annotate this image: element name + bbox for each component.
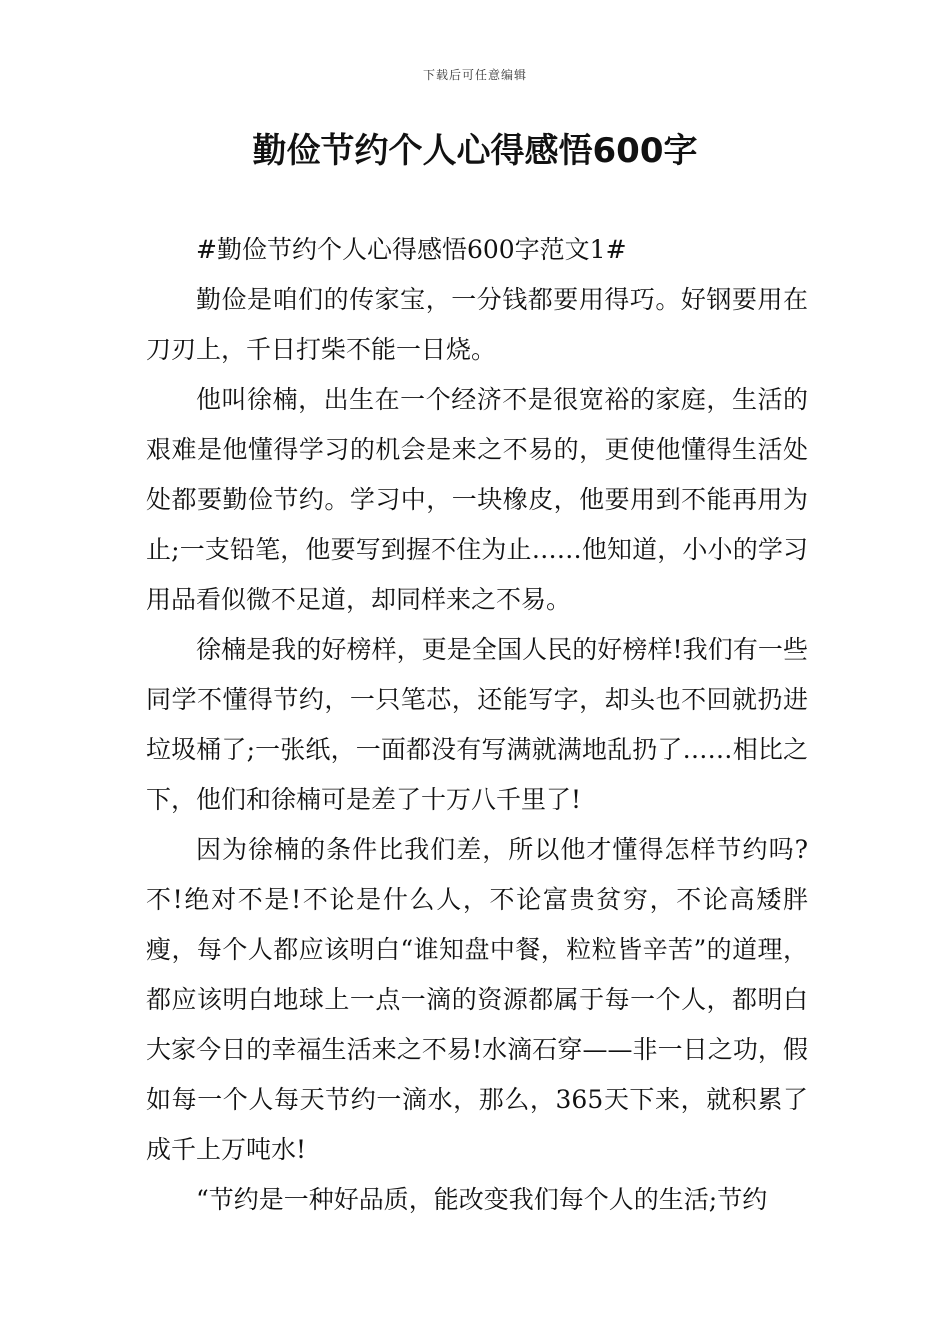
paragraph-3: 徐楠是我的好榜样，更是全国人民的好榜样!我们有一些同学不懂得节约，一只笔芯，还能写字，却头也不回就扔进垃圾桶了;一张纸，一面都没有写满就满地乱扔了……相比之下，他们和徐楠可是差了十万八千里了! bbox=[146, 635, 808, 814]
document-title: 勤俭节约个人心得感悟600字 bbox=[252, 131, 698, 171]
paragraph-5: “节约是一种好品质，能改变我们每个人的生活;节约 bbox=[196, 1185, 768, 1214]
paragraph-1: 勤俭是咱们的传家宝，一分钱都要用得巧。好钢要用在刀刃上，千日打柴不能一日烧。 bbox=[146, 285, 808, 364]
document-body bbox=[146, 225, 808, 1225]
paragraph-2: 他叫徐楠，出生在一个经济不是很宽裕的家庭，生活的艰难是他懂得学习的机会是来之不易的，更使他懂得生活处处都要勤俭节约。学习中，一块橡皮，他要用到不能再用为止;一支铅笔，他要写到握不住为止……他知道，小小的学习用品看似微不足道，却同样来之不易。 bbox=[146, 385, 808, 614]
header-note: 下载后可任意编辑 bbox=[422, 68, 527, 82]
paragraph-section-heading: #勤俭节约个人心得感悟600字范文1# bbox=[196, 235, 627, 264]
paragraph-4: 因为徐楠的条件比我们差，所以他才懂得怎样节约吗?不!绝对不是!不论是什么人，不论富贵贫穷，不论高矮胖瘦，每个人都应该明白“谁知盘中餐，粒粒皆辛苦”的道理，都应该明白地球上一点一滴的资源都属于每一个人，都明白大家今日的幸福生活来之不易!水滴石穿——非一日之功，假如每一个人每天节约一滴水，那么，365天下来，就积累了成千上万吨水! bbox=[146, 835, 808, 1164]
